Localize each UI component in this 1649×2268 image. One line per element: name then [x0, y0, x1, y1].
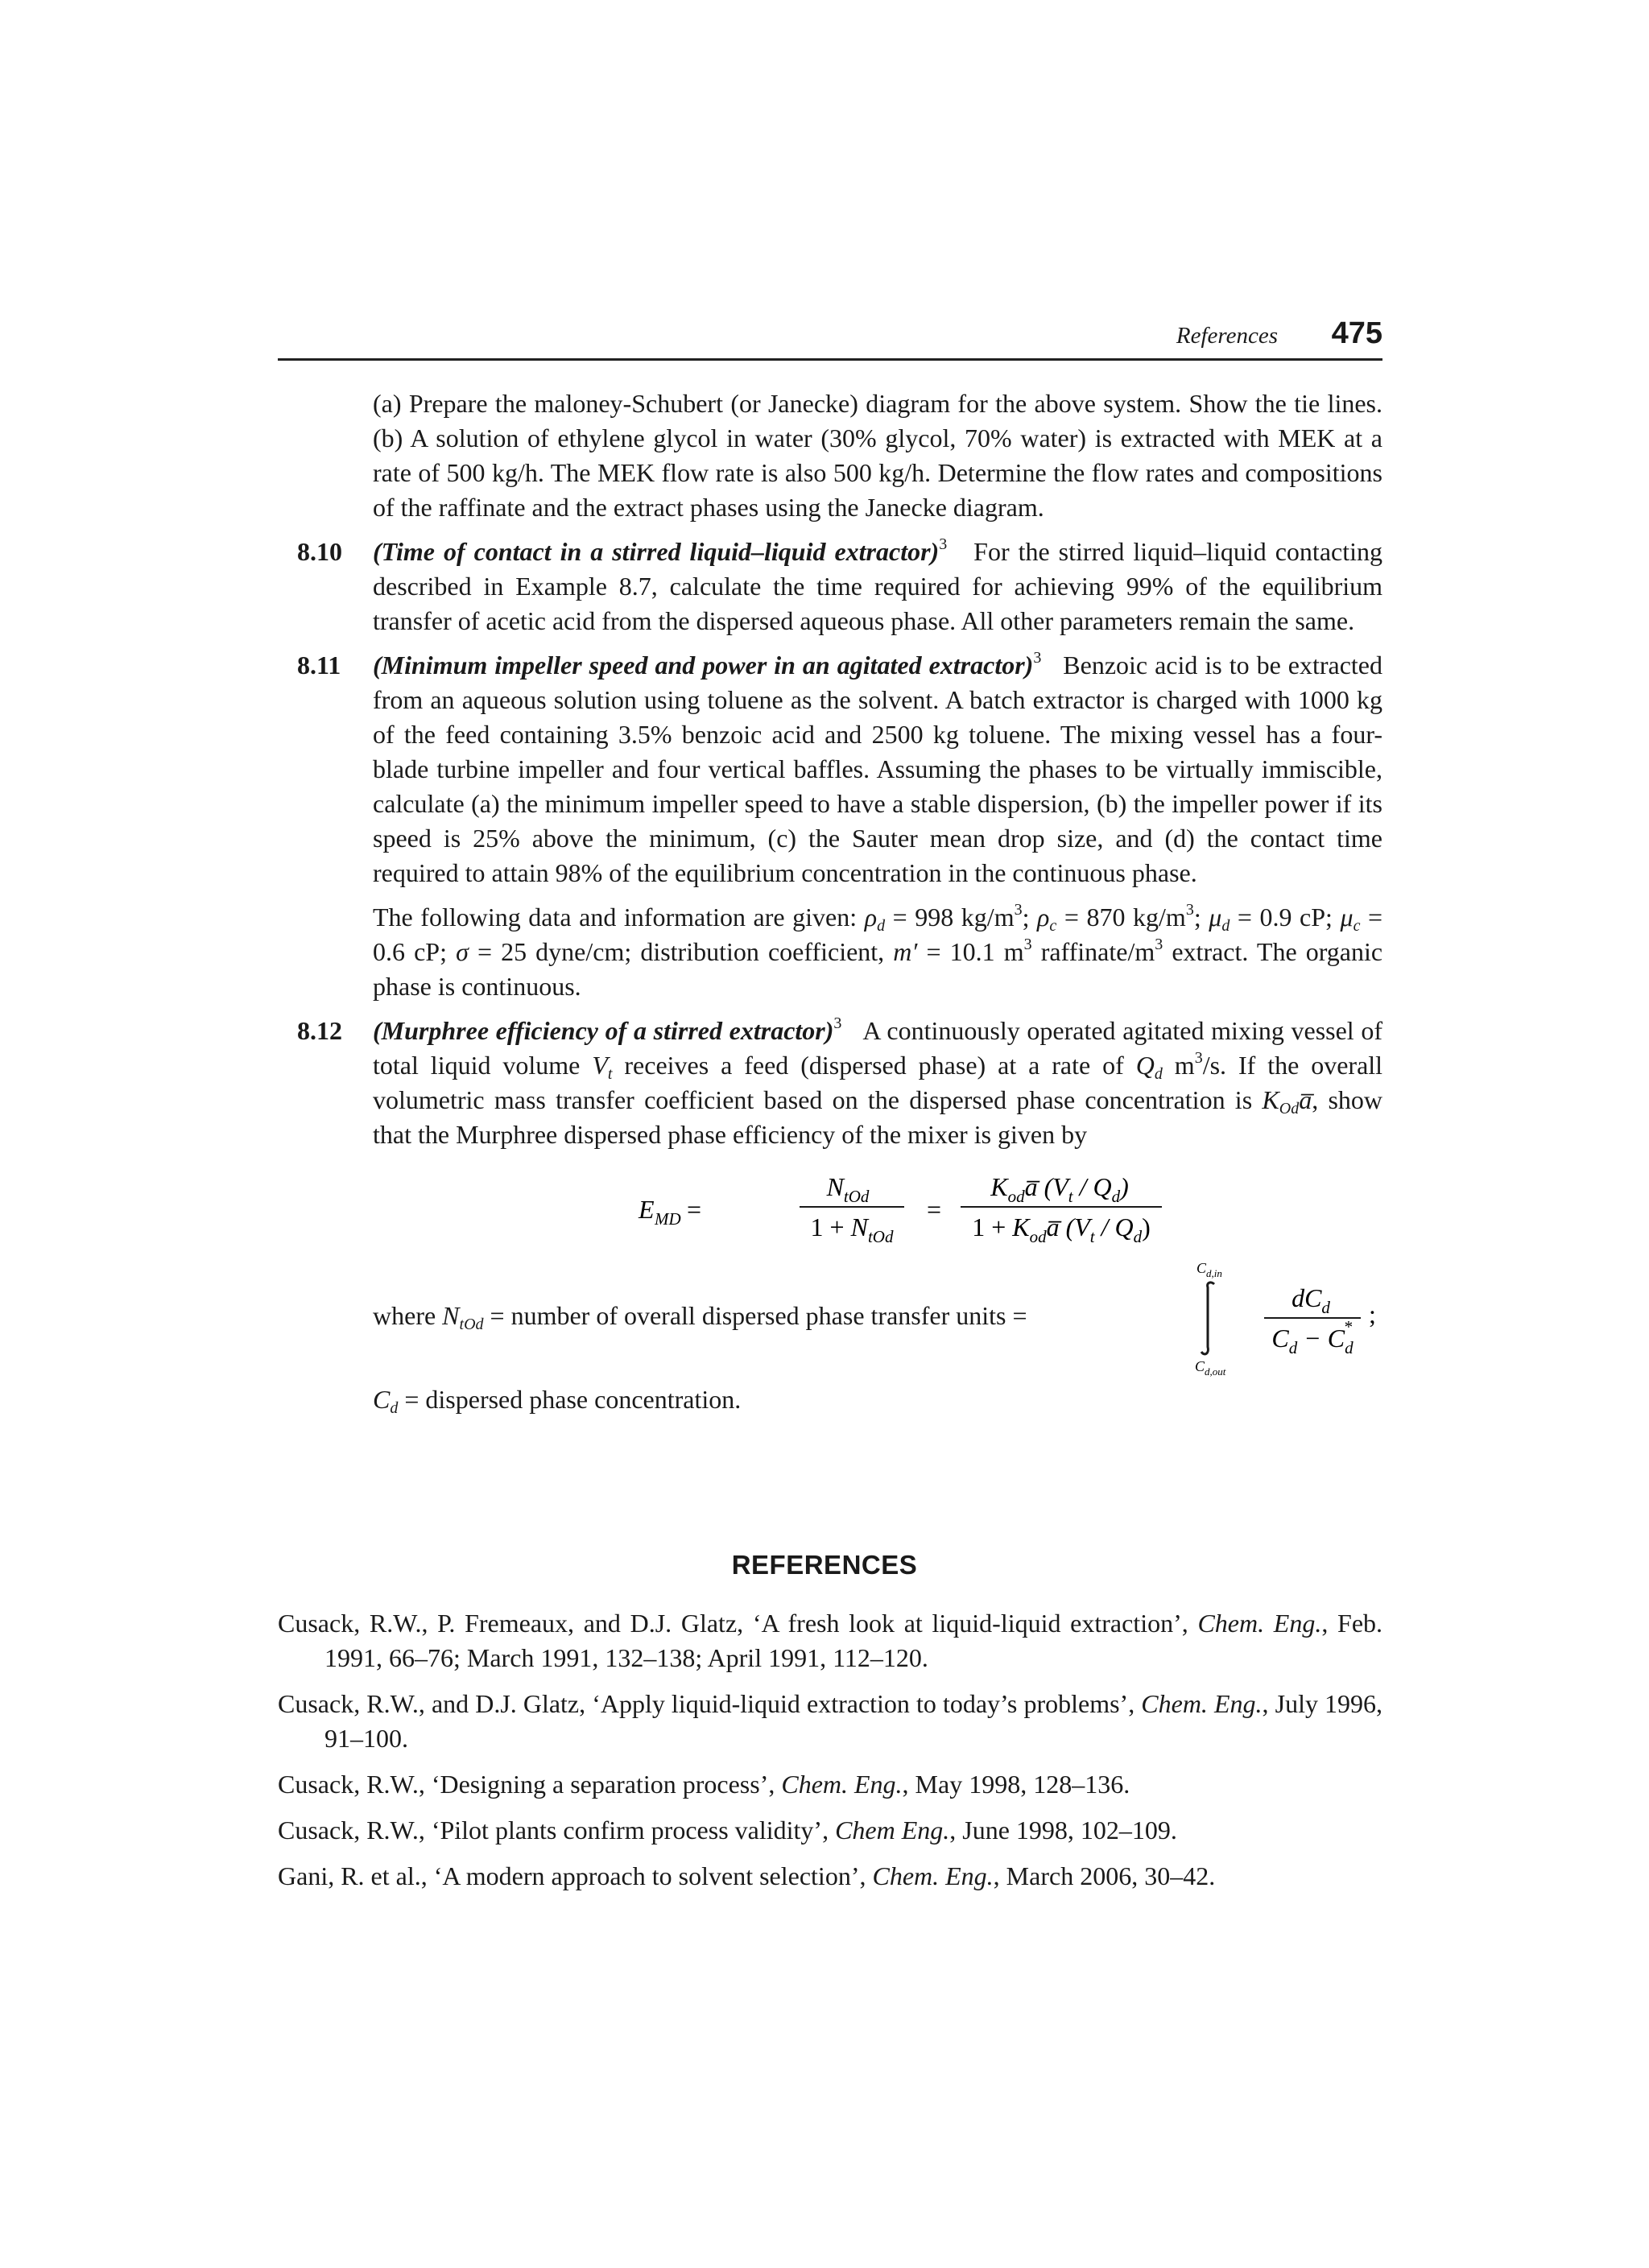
problem-8-11	[278, 648, 1382, 1004]
problem-body: Benzoic acid is to be extracted from an aqueous solution using toluene as the solvent. A batch extractor is charged with 1000 kg of the feed containing 3.5% benzoic acid and 2500 kg toluene. The mixing vessel has a four-blade turbine impeller and four vertical baffles. Assuming the phases to be virtually immiscible, calculate (a) the minimum impeller speed to have a stable dispersion, (b) the impeller power if its speed is 25% above the minimum, (c) the Sauter mean drop size, and (d) the contact time required to attain 98% of the equilibrium concentration in the continuous phase.	[373, 651, 1383, 887]
murphree-efficiency-equation	[373, 1162, 1382, 1250]
svg-text:NtOd: $N_{tOd}$	[826, 1172, 870, 1206]
svg-text:;: ;	[1369, 1299, 1376, 1328]
svg-text:Koda̅ (Vt / Qd): $K_{od}a̅$ $(V_t / Q_d)$	[990, 1172, 1129, 1206]
reference-list	[278, 1606, 1382, 1905]
svg-text:Cd − Cd*: $C_d - C_d*$	[1271, 1317, 1354, 1357]
problem-number: 8.11	[297, 651, 341, 680]
integral-expression	[1190, 1257, 1383, 1378]
reference-item: Cusack, R.W., ‘Pilot plants confirm process validity’, Chem Eng., June 1998, 102–109.	[278, 1816, 1177, 1845]
problem-8-10	[278, 535, 1382, 638]
svg-text:Cd,out: $C_{d,out}$	[1195, 1358, 1226, 1378]
cd-definition: $C_d$ = dispersed phase concentration.	[373, 1385, 742, 1417]
svg-text:MD: MD	[655, 1209, 681, 1229]
footnote-ref: 3	[939, 535, 948, 553]
problem-number: 8.10	[297, 537, 342, 566]
problem-8-12	[278, 1014, 1382, 1417]
reference-item: Cusack, R.W., ‘Designing a separation process’, Chem. Eng., May 1998, 128–136.	[278, 1770, 1130, 1799]
continuation-paragraph: (a) Prepare the maloney-Schubert (or Janecke) diagram for the above system. Show the tie lines. (b) A solution of ethylene glycol in water (30% glycol, 70% water) is extracted with MEK at a rate of 500 kg/h. The MEK flow rate is also 500 kg/h. Determine the flow rates and compositions of the raffinate and the extract phases using the Janecke diagram.	[373, 389, 1382, 522]
problem-title: (Murphree efficiency of a stirred extractor)	[373, 1016, 834, 1045]
reference-item: Gani, R. et al., ‘A modern approach to solvent selection’, Chem. Eng., March 2006, 30–42.	[278, 1861, 1216, 1890]
svg-text:1 + Koda̅ (Vt / Qd): $1 + K_{od}a̅$ $(V_t / Q_d)$	[972, 1212, 1151, 1246]
given-data: The following data and information are given: $\rho_d = 998$ $kg/m^3$; $\rho_c = 870$ $kg/m^3$; $\mu_d = 0.9$ cP; $\mu_c = 0.6$ cP; σ = 25 dyne/cm; distribution coefficient, m′ = 10.1 $m^3$ raffinate/$m^3$ extract. The organic phase is continuous.	[373, 901, 1383, 1001]
references-heading: REFERENCES	[731, 1550, 918, 1580]
svg-text:1 + NtOd: $1 + N_{tOd}$	[810, 1212, 894, 1246]
section-title: References	[1176, 323, 1278, 349]
reference-item: Cusack, R.W., and D.J. Glatz, ‘Apply liquid-liquid extraction to today’s problems’, Chem. Eng., July 1996, 91–100.	[278, 1689, 1383, 1753]
svg-text:E: E	[639, 1195, 655, 1224]
ntod-definition: where $N_{tOd}$ = number of overall dispersed phase transfer units = $C_{d,in}$ $C_{d,out}$ $dC_d$ $C_d - C_d*$ ;	[373, 1257, 1382, 1378]
svg-text:dCd: $dC_d$	[1292, 1283, 1330, 1317]
problem-body: For the stirred liquid–liquid contacting described in Example 8.7, calculate the time required for achieving 99% of the equilibrium transfer of acetic acid from the dispersed aqueous phase. All other parameters remain the same.	[373, 537, 1383, 635]
page-number: 475	[1331, 316, 1382, 350]
main-content	[278, 386, 1382, 1427]
footnote-ref: 3	[1033, 649, 1042, 667]
svg-text:Cd,in: $C_{d,in}$	[1196, 1260, 1222, 1279]
problem-title: (Time of contact in a stirred liquid–liquid extractor)	[373, 537, 940, 566]
problem-title: (Minimum impeller speed and power in an agitated extractor)	[373, 651, 1034, 680]
problem-text	[373, 535, 1382, 638]
svg-text:=: =	[687, 1195, 702, 1224]
svg-text:=: =	[927, 1195, 942, 1224]
problem-text	[373, 648, 1382, 890]
problem-number: 8.12	[297, 1016, 342, 1045]
running-header	[278, 318, 1382, 361]
problem-text: (Murphree efficiency of a stirred extractor)$^3$ A continuously operated agitated mixing vessel of total liquid volume $V_t$ receives a feed (dispersed phase) at a rate of $Q_d$ $m^3/s$. If the overall volumetric mass transfer coefficient based on the dispersed phase concentration is $K_{Od}a̅$, show that the Murphree dispersed phase efficiency of the mixer is given by	[373, 1014, 1383, 1149]
reference-item: Cusack, R.W., P. Fremeaux, and D.J. Glatz, ‘A fresh look at liquid-liquid extraction’, Chem. Eng., Feb. 1991, 66–76; March 1991, 132–138; April 1991, 112–120.	[278, 1609, 1383, 1672]
footnote-ref: 3	[833, 1014, 842, 1032]
